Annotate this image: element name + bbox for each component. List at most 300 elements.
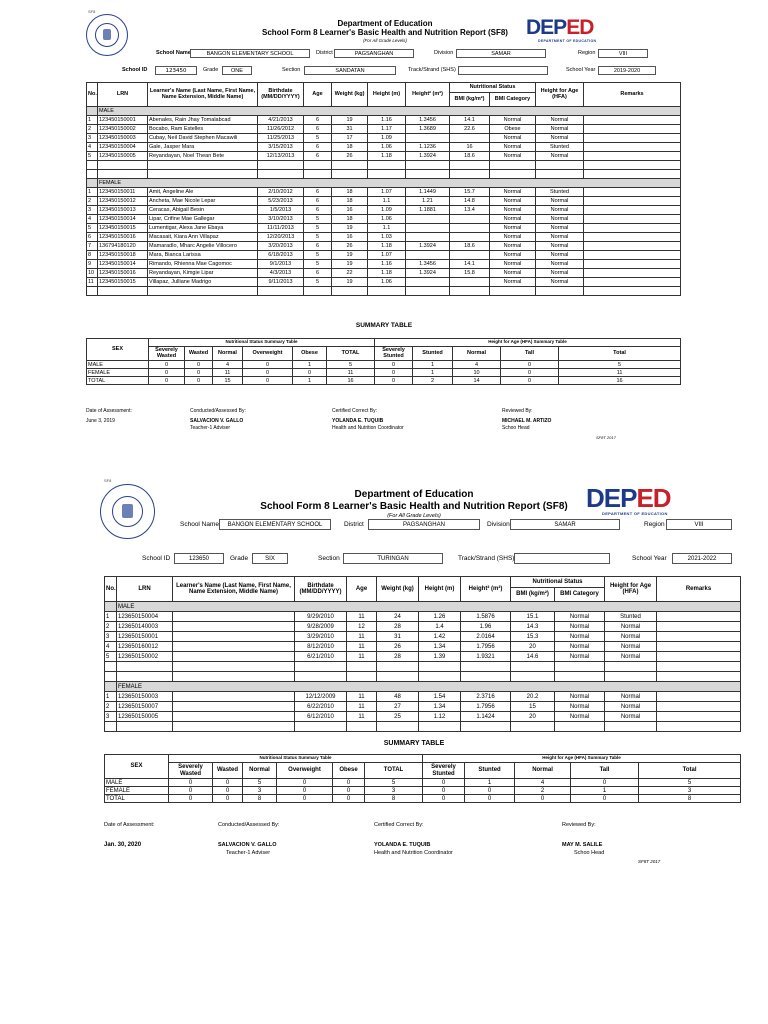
table-row [87,206,681,215]
table-row [105,622,741,632]
cell-age: 6 [304,242,332,251]
cell-height2: 2.3716 [461,692,511,702]
district-value: PAGSANGHAN [334,49,414,58]
form-title: School Form 8 Learner's Basic Health and Nutrition Report (SF8) [262,28,508,37]
cell-no: 5 [87,224,98,233]
footer-code: SF8T 2017 [596,435,616,440]
cell-hfa: Normal [536,152,584,161]
cell-name: Mamaradlo, Mharc Angelie Villocero [148,242,258,251]
summary-hfa-value: 0 [375,377,413,385]
cell-height: 1.16 [368,116,406,125]
grade-label: Grade [230,555,249,562]
cell-hfa: Stunted [536,188,584,197]
cell-name: Reyandayan, Kimgie Lipar [148,269,258,278]
cell-remarks [584,251,681,260]
cell-bmi-category: Normal [490,116,536,125]
district-value: PAGSANGHAN [368,519,480,530]
cell-remarks [584,116,681,125]
group-label: FEMALE [98,179,681,188]
cell-height2: 1.9321 [461,652,511,662]
group-row [87,107,681,116]
cell-birthdate: 8/12/2010 [295,642,347,652]
summary-sex: MALE [87,361,149,369]
cell-lrn: 123450150015 [98,224,148,233]
summary-row [105,779,741,787]
blank-row [105,722,741,732]
cell-weight: 19 [332,251,368,260]
section-label: Section [318,555,340,562]
certified-label: Certified Correct By: [332,408,378,414]
cell-age: 5 [304,260,332,269]
summary-row [105,787,741,795]
cell-height: 1.54 [419,692,461,702]
summary-row [87,369,681,377]
cell-remarks [584,206,681,215]
col-height2: Height² (m²) [406,83,450,107]
cell-hfa: Normal [536,242,584,251]
cell-name: Ancheta, Mae Nicole Lepar [148,197,258,206]
cell-weight: 25 [377,712,419,722]
cell-lrn: 123450150016 [98,233,148,242]
summary-ns-value: 8 [243,795,277,803]
cell-name [173,652,295,662]
cell-weight: 22 [332,269,368,278]
reviewed-label: Reviewed By: [562,822,596,828]
summary-ns-value: 0 [333,795,365,803]
cell-no: 2 [105,622,117,632]
summary-hfa-value: 5 [639,779,741,787]
cell-no: 2 [105,702,117,712]
sum-col-ns: Wasted [185,347,213,361]
cell-bmi [450,215,490,224]
col-remarks: Remarks [584,83,681,107]
cell-hfa: Normal [605,622,657,632]
certified-name: YOLANDA E. TUQUIB [374,842,431,848]
school-id-value: 123450 [155,66,197,75]
cell-age: 6 [304,269,332,278]
cell-bmi-category: Normal [555,692,605,702]
col-nutritional-status: Nutritional Status [511,577,605,588]
cell-age: 11 [347,632,377,642]
cell-height2: 1.21 [406,197,450,206]
cell-birthdate: 4/3/2013 [258,269,304,278]
sum-col-hfa: Severely Stunted [423,763,465,779]
summary-hfa-value: 0 [515,795,571,803]
cell-bmi-category: Normal [490,233,536,242]
summary-ns-value: 0 [243,369,293,377]
col-lrn: LRN [98,83,148,107]
cell-height: 1.18 [368,242,406,251]
cell-no: 10 [87,269,98,278]
cell-lrn: 123450150014 [98,215,148,224]
section-value: TURINGAN [343,553,443,564]
sum-hfa-header: Height for Age (HFA) Summary Table [375,339,681,347]
track-label: Track/Strand (SHS) [408,67,456,73]
summary-ns-value: 4 [213,361,243,369]
col-name: Learner's Name (Last Name, First Name, Name Extension, Middle Name) [173,577,295,602]
col-age: Age [304,83,332,107]
cell-name [173,702,295,712]
col-remarks: Remarks [657,577,741,602]
cell-remarks [657,692,741,702]
section-label: Section [282,67,301,73]
cell-bmi: 14.1 [450,260,490,269]
summary-ns-value: 0 [277,787,333,795]
sum-col-hfa: Normal [453,347,501,361]
sum-col-hfa: Severely Stunted [375,347,413,361]
division-label: Division [434,50,454,56]
summary-ns-value: 3 [365,787,423,795]
summary-ns-value: 5 [327,361,375,369]
form-subtitle: (For All Grade Levels) [363,38,407,43]
summary-hfa-value: 0 [465,787,515,795]
summary-hfa-value: 0 [571,779,639,787]
col-bmi-category: BMI Category [490,93,536,107]
cell-bmi-category: Normal [490,215,536,224]
cell-hfa: Normal [605,712,657,722]
cell-bmi: 20.2 [511,692,555,702]
sf-mark: SF8 [104,478,112,483]
cell-birthdate: 9/29/2010 [295,612,347,622]
table-row [87,215,681,224]
cell-weight: 19 [332,224,368,233]
form-title: School Form 8 Learner's Basic Health and Nutrition Report (SF8) [260,501,568,512]
table-row [87,134,681,143]
summary-sex: TOTAL [105,795,169,803]
summary-ns-value: 0 [277,779,333,787]
cell-hfa: Normal [536,224,584,233]
cell-remarks [584,152,681,161]
table-row [87,251,681,260]
sum-col-ns: Normal [243,763,277,779]
cell-weight: 16 [332,206,368,215]
summary-hfa-value: 0 [423,779,465,787]
sum-col-hfa: Stunted [413,347,453,361]
cell-hfa: Normal [536,260,584,269]
deped-logo: DEPED [586,483,671,513]
col-bmi-category: BMI Category [555,588,605,602]
cell-no: 11 [87,278,98,287]
cell-bmi-category: Normal [490,278,536,287]
grade-label: Grade [203,67,219,73]
cell-height: 1.18 [368,269,406,278]
cell-age: 6 [304,188,332,197]
col-birthdate: Birthdate (MM/DD/YYYY) [295,577,347,602]
date-value: Jan. 30, 2020 [104,842,142,848]
cell-birthdate: 12/12/2009 [295,692,347,702]
summary-hfa-value: 11 [559,369,681,377]
learner-table [86,82,681,296]
school-name-value: BANGON ELEMENTARY SCHOOL [190,49,310,58]
district-label: District [316,50,333,56]
cell-height: 1.1 [368,197,406,206]
table-row [105,702,741,712]
summary-sex: FEMALE [105,787,169,795]
cell-height: 1.42 [419,632,461,642]
cell-lrn: 123450150018 [98,251,148,260]
school-id-label: School ID [122,67,148,73]
summary-hfa-value: 5 [559,361,681,369]
col-no: No. [87,83,98,107]
conducted-role: Teacher-1 Adviser [226,850,271,856]
school-year-value: 2019-2020 [598,66,656,75]
cell-lrn: 123650140003 [117,622,173,632]
table-row [105,692,741,702]
cell-no: 1 [87,116,98,125]
summary-hfa-value: 0 [375,369,413,377]
section-value: SANDATAN [304,66,396,75]
summary-sex: FEMALE [87,369,149,377]
cell-height2 [406,224,450,233]
cell-hfa: Stunted [536,143,584,152]
cell-no: 3 [105,712,117,722]
cell-age: 5 [304,251,332,260]
cell-height2: 1.1236 [406,143,450,152]
cell-age: 11 [347,702,377,712]
summary-hfa-value: 1 [413,361,453,369]
summary-sex: TOTAL [87,377,149,385]
cell-age: 11 [347,642,377,652]
blank-row [87,170,681,179]
deped-seal-icon [86,14,128,56]
cell-bmi: 15.3 [511,632,555,642]
cell-bmi-category: Normal [490,260,536,269]
sum-col-ns: Severely Wasted [169,763,213,779]
cell-lrn: 123450150016 [98,269,148,278]
cell-hfa: Normal [536,233,584,242]
cell-name: Lumentigar, Alexa Jane Ebaya [148,224,258,233]
cell-birthdate: 2/10/2012 [258,188,304,197]
cell-no: 1 [105,692,117,702]
table-row [87,260,681,269]
sum-col-ns: Obese [293,347,327,361]
cell-remarks [584,269,681,278]
cell-weight: 26 [377,642,419,652]
cell-no: 1 [87,188,98,197]
summary-ns-value: 0 [333,787,365,795]
cell-hfa: Normal [536,215,584,224]
cell-no: 7 [87,242,98,251]
conducted-name: SALVACION V. GALLO [190,418,244,424]
sum-col-hfa: Tall [501,347,559,361]
cell-age: 6 [304,143,332,152]
sf8-form-2 [0,470,768,900]
table-row [87,197,681,206]
cell-birthdate: 3/20/2013 [258,242,304,251]
cell-bmi-category: Normal [490,206,536,215]
cell-birthdate: 6/18/2013 [258,251,304,260]
sum-col-hfa: Total [559,347,681,361]
cell-lrn: 123450150002 [98,125,148,134]
cell-height2 [406,233,450,242]
table-row [87,188,681,197]
cell-height: 1.34 [419,702,461,712]
cell-height2: 1.3456 [406,260,450,269]
summary-ns-value: 0 [185,377,213,385]
cell-hfa: Normal [605,702,657,712]
cell-bmi [450,134,490,143]
cell-age: 5 [304,215,332,224]
cell-bmi: 14.8 [450,197,490,206]
department-title: Department of Education [337,19,433,28]
cell-no: 4 [105,642,117,652]
group-row [87,179,681,188]
summary-row [87,361,681,369]
cell-bmi-category: Normal [555,652,605,662]
summary-ns-value: 0 [169,779,213,787]
cell-weight: 18 [332,188,368,197]
cell-height2: 1.3924 [406,242,450,251]
summary-ns-value: 0 [277,795,333,803]
cell-bmi-category: Normal [490,197,536,206]
cell-height: 1.03 [368,233,406,242]
certified-name: YOLANDA E. TUQUIB [332,418,384,424]
col-height: Height (m) [368,83,406,107]
summary-ns-value: 5 [243,779,277,787]
cell-name: Rimando, Rhienna Mae Cagomoc [148,260,258,269]
cell-lrn: 123650150001 [117,632,173,642]
cell-weight: 18 [332,143,368,152]
cell-no: 2 [87,197,98,206]
cell-height: 1.09 [368,134,406,143]
reviewed-label: Reviewed By: [502,408,533,414]
cell-bmi-category: Normal [490,152,536,161]
cell-name: Bocabo, Ram Estelles [148,125,258,134]
cell-remarks [584,197,681,206]
region-label: Region [578,50,596,56]
cell-age: 11 [347,712,377,722]
cell-height: 1.34 [419,642,461,652]
cell-height2: 1.3689 [406,125,450,134]
sum-hfa-header: Height for Age (HFA) Summary Table [423,755,741,763]
cell-birthdate: 3/10/2013 [258,215,304,224]
date-value: June 3, 2019 [86,418,115,424]
cell-bmi-category: Normal [490,188,536,197]
reviewed-name: MAY M. SALILE [562,842,603,848]
cell-birthdate: 12/20/2013 [258,233,304,242]
cell-hfa: Normal [536,269,584,278]
cell-height: 1.26 [419,612,461,622]
cell-bmi: 20 [511,642,555,652]
table-row [87,224,681,233]
col-lrn: LRN [117,577,173,602]
summary-ns-value: 0 [213,779,243,787]
summary-hfa-value: 1 [465,779,515,787]
cell-hfa: Normal [605,632,657,642]
cell-bmi: 15.7 [450,188,490,197]
cell-hfa: Normal [605,642,657,652]
cell-name: Reyandayan, Noel Thean Bete [148,152,258,161]
cell-hfa: Normal [536,206,584,215]
table-row [87,233,681,242]
cell-remarks [657,652,741,662]
cell-height: 1.06 [368,143,406,152]
summary-ns-value: 0 [243,377,293,385]
summary-ns-value: 0 [149,377,185,385]
cell-height2: 1.1881 [406,206,450,215]
cell-name [173,712,295,722]
cell-hfa: Normal [536,125,584,134]
summary-hfa-value: 3 [639,787,741,795]
summary-table [104,754,741,803]
cell-weight: 24 [377,612,419,622]
table-row [87,242,681,251]
cell-remarks [657,612,741,622]
sum-col-hfa: Tall [571,763,639,779]
cell-no: 3 [87,206,98,215]
summary-ns-value: 0 [243,361,293,369]
school-name-label: School Name [156,50,191,56]
school-year-label: School Year [632,555,667,562]
division-value: SAMAR [456,49,546,58]
group-row [105,682,741,692]
cell-name [173,642,295,652]
cell-height2 [406,215,450,224]
cell-remarks [584,143,681,152]
col-weight: Weight (kg) [377,577,419,602]
cell-name: Mara, Bianca Larissa [148,251,258,260]
summary-title: SUMMARY TABLE [355,322,413,329]
cell-birthdate: 3/29/2010 [295,632,347,642]
sum-col-hfa: Stunted [465,763,515,779]
cell-height: 1.12 [419,712,461,722]
group-label: FEMALE [117,682,741,692]
summary-ns-value: 0 [213,795,243,803]
cell-lrn: 123450150004 [98,143,148,152]
school-name-value: BANGON ELEMENTARY SCHOOL [219,519,331,530]
cell-remarks [657,642,741,652]
cell-bmi: 14.1 [450,116,490,125]
summary-hfa-value: 8 [639,795,741,803]
cell-remarks [584,278,681,287]
summary-hfa-value: 0 [465,795,515,803]
cell-bmi-category: Normal [555,642,605,652]
cell-hfa: Normal [536,134,584,143]
cell-remarks [584,125,681,134]
sum-sex: SEX [87,339,149,361]
cell-lrn: 123650160012 [117,642,173,652]
sf8-form-1 [0,0,768,450]
summary-hfa-value: 4 [515,779,571,787]
cell-hfa: Normal [536,251,584,260]
cell-name: Cubay, Neil David Stephen Macawili [148,134,258,143]
grade-value: SIX [252,553,288,564]
region-label: Region [644,521,665,528]
cell-hfa: Normal [536,116,584,125]
reviewed-name: MICHAEL M. ARTIZO [502,418,552,424]
cell-remarks [584,224,681,233]
table-row [105,632,741,642]
cell-bmi: 20 [511,712,555,722]
cell-name: Ceracas, Abigail Besin [148,206,258,215]
school-name-label: School Name [180,521,220,528]
sum-col-hfa: Total [639,763,741,779]
cell-bmi-category: Normal [555,612,605,622]
cell-no: 9 [87,260,98,269]
track-label: Track/Strand (SHS) [458,555,515,562]
col-bmi: BMI (kg/m²) [450,93,490,107]
cell-height: 1.16 [368,260,406,269]
cell-weight: 31 [332,125,368,134]
sum-col-ns: Overweight [277,763,333,779]
cell-height2: 1.96 [461,622,511,632]
conducted-role: Teacher-1 Adviser [190,425,231,431]
table-row [87,278,681,287]
cell-lrn: 123450150011 [98,188,148,197]
cell-weight: 19 [332,116,368,125]
sum-col-ns: Severely Wasted [149,347,185,361]
cell-weight: 26 [332,242,368,251]
